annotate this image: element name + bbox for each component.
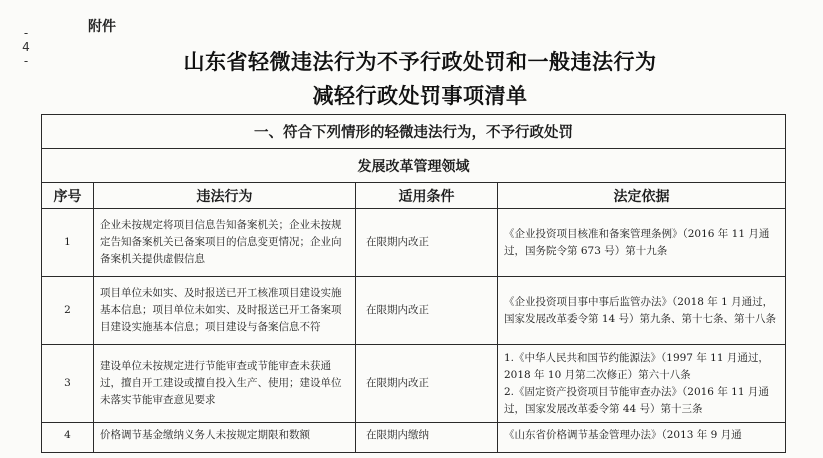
row-behavior: 项目单位未如实、及时报送已开工核准项目建设实施基本信息；项目单位未如实、及时报送已开工备案项目建设实施基本信息；项目建设与备案信息不符 — [94, 277, 356, 345]
table-row — [42, 345, 786, 423]
row-index: 1 — [42, 209, 94, 277]
row-condition: 在限期内改正 — [356, 277, 498, 345]
row-basis — [498, 345, 786, 423]
basis-item: 2.《固定资产投资项目节能审查办法》（2016 年 11 月通过，国家发展改革委令第 44 号）第十三条 — [504, 385, 769, 415]
basis-item: 《企业投资项目事中事后监管办法》（2018 年 1 月通过，国家发展改革委令第 14 号）第九条、第十七条、第十八条 — [504, 295, 777, 325]
row-basis — [498, 209, 786, 277]
items-table — [41, 114, 785, 453]
col-header-index: 序号 — [42, 183, 94, 209]
document-title-line-1: 山东省轻微违法行为不予行政处罚和一般违法行为 — [183, 50, 657, 74]
row-index: 4 — [42, 423, 94, 453]
row-index: 3 — [42, 345, 94, 423]
table-row — [42, 209, 786, 277]
row-basis — [498, 423, 786, 453]
domain-heading: 发展改革管理领域 — [42, 149, 786, 183]
row-behavior: 建设单位未按规定进行节能审查或节能审查未获通过，擅自开工建设或擅自投入生产、使用；建设单位未落实节能审查意见要求 — [94, 345, 356, 423]
row-behavior: 企业未按规定将项目信息告知备案机关；企业未按规定告知备案机关已备案项目的信息变更情况；企业向备案机关提供虚假信息 — [94, 209, 356, 277]
row-index: 2 — [42, 277, 94, 345]
row-condition: 在限期内改正 — [356, 209, 498, 277]
attachment-label: 附件 — [88, 19, 116, 35]
section-heading: 一、符合下列情形的轻微违法行为，不予行政处罚 — [42, 115, 786, 149]
table-row — [42, 277, 786, 345]
page-number: - 4 - — [22, 26, 30, 68]
table-row — [42, 423, 786, 453]
table-header — [42, 183, 786, 209]
row-basis — [498, 277, 786, 345]
row-condition: 在限期内缴纳 — [356, 423, 498, 453]
row-condition: 在限期内改正 — [356, 345, 498, 423]
basis-item: 1.《中华人民共和国节约能源法》（1997 年 11 月通过，2018 年 10 月第二次修正）第六十八条 — [504, 351, 769, 381]
col-header-behavior: 违法行为 — [94, 183, 356, 209]
col-header-basis: 法定依据 — [498, 183, 786, 209]
document-title-line-2: 减轻行政处罚事项清单 — [312, 84, 528, 108]
col-header-condition: 适用条件 — [356, 183, 498, 209]
basis-item: 《企业投资项目核准和备案管理条例》（2016 年 11 月通过，国务院令第 673 号）第十九条 — [504, 227, 770, 257]
basis-item: 《山东省价格调节基金管理办法》（2013 年 9 月通 — [504, 429, 742, 441]
row-behavior: 价格调节基金缴纳义务人未按规定期限和数额 — [94, 423, 356, 453]
